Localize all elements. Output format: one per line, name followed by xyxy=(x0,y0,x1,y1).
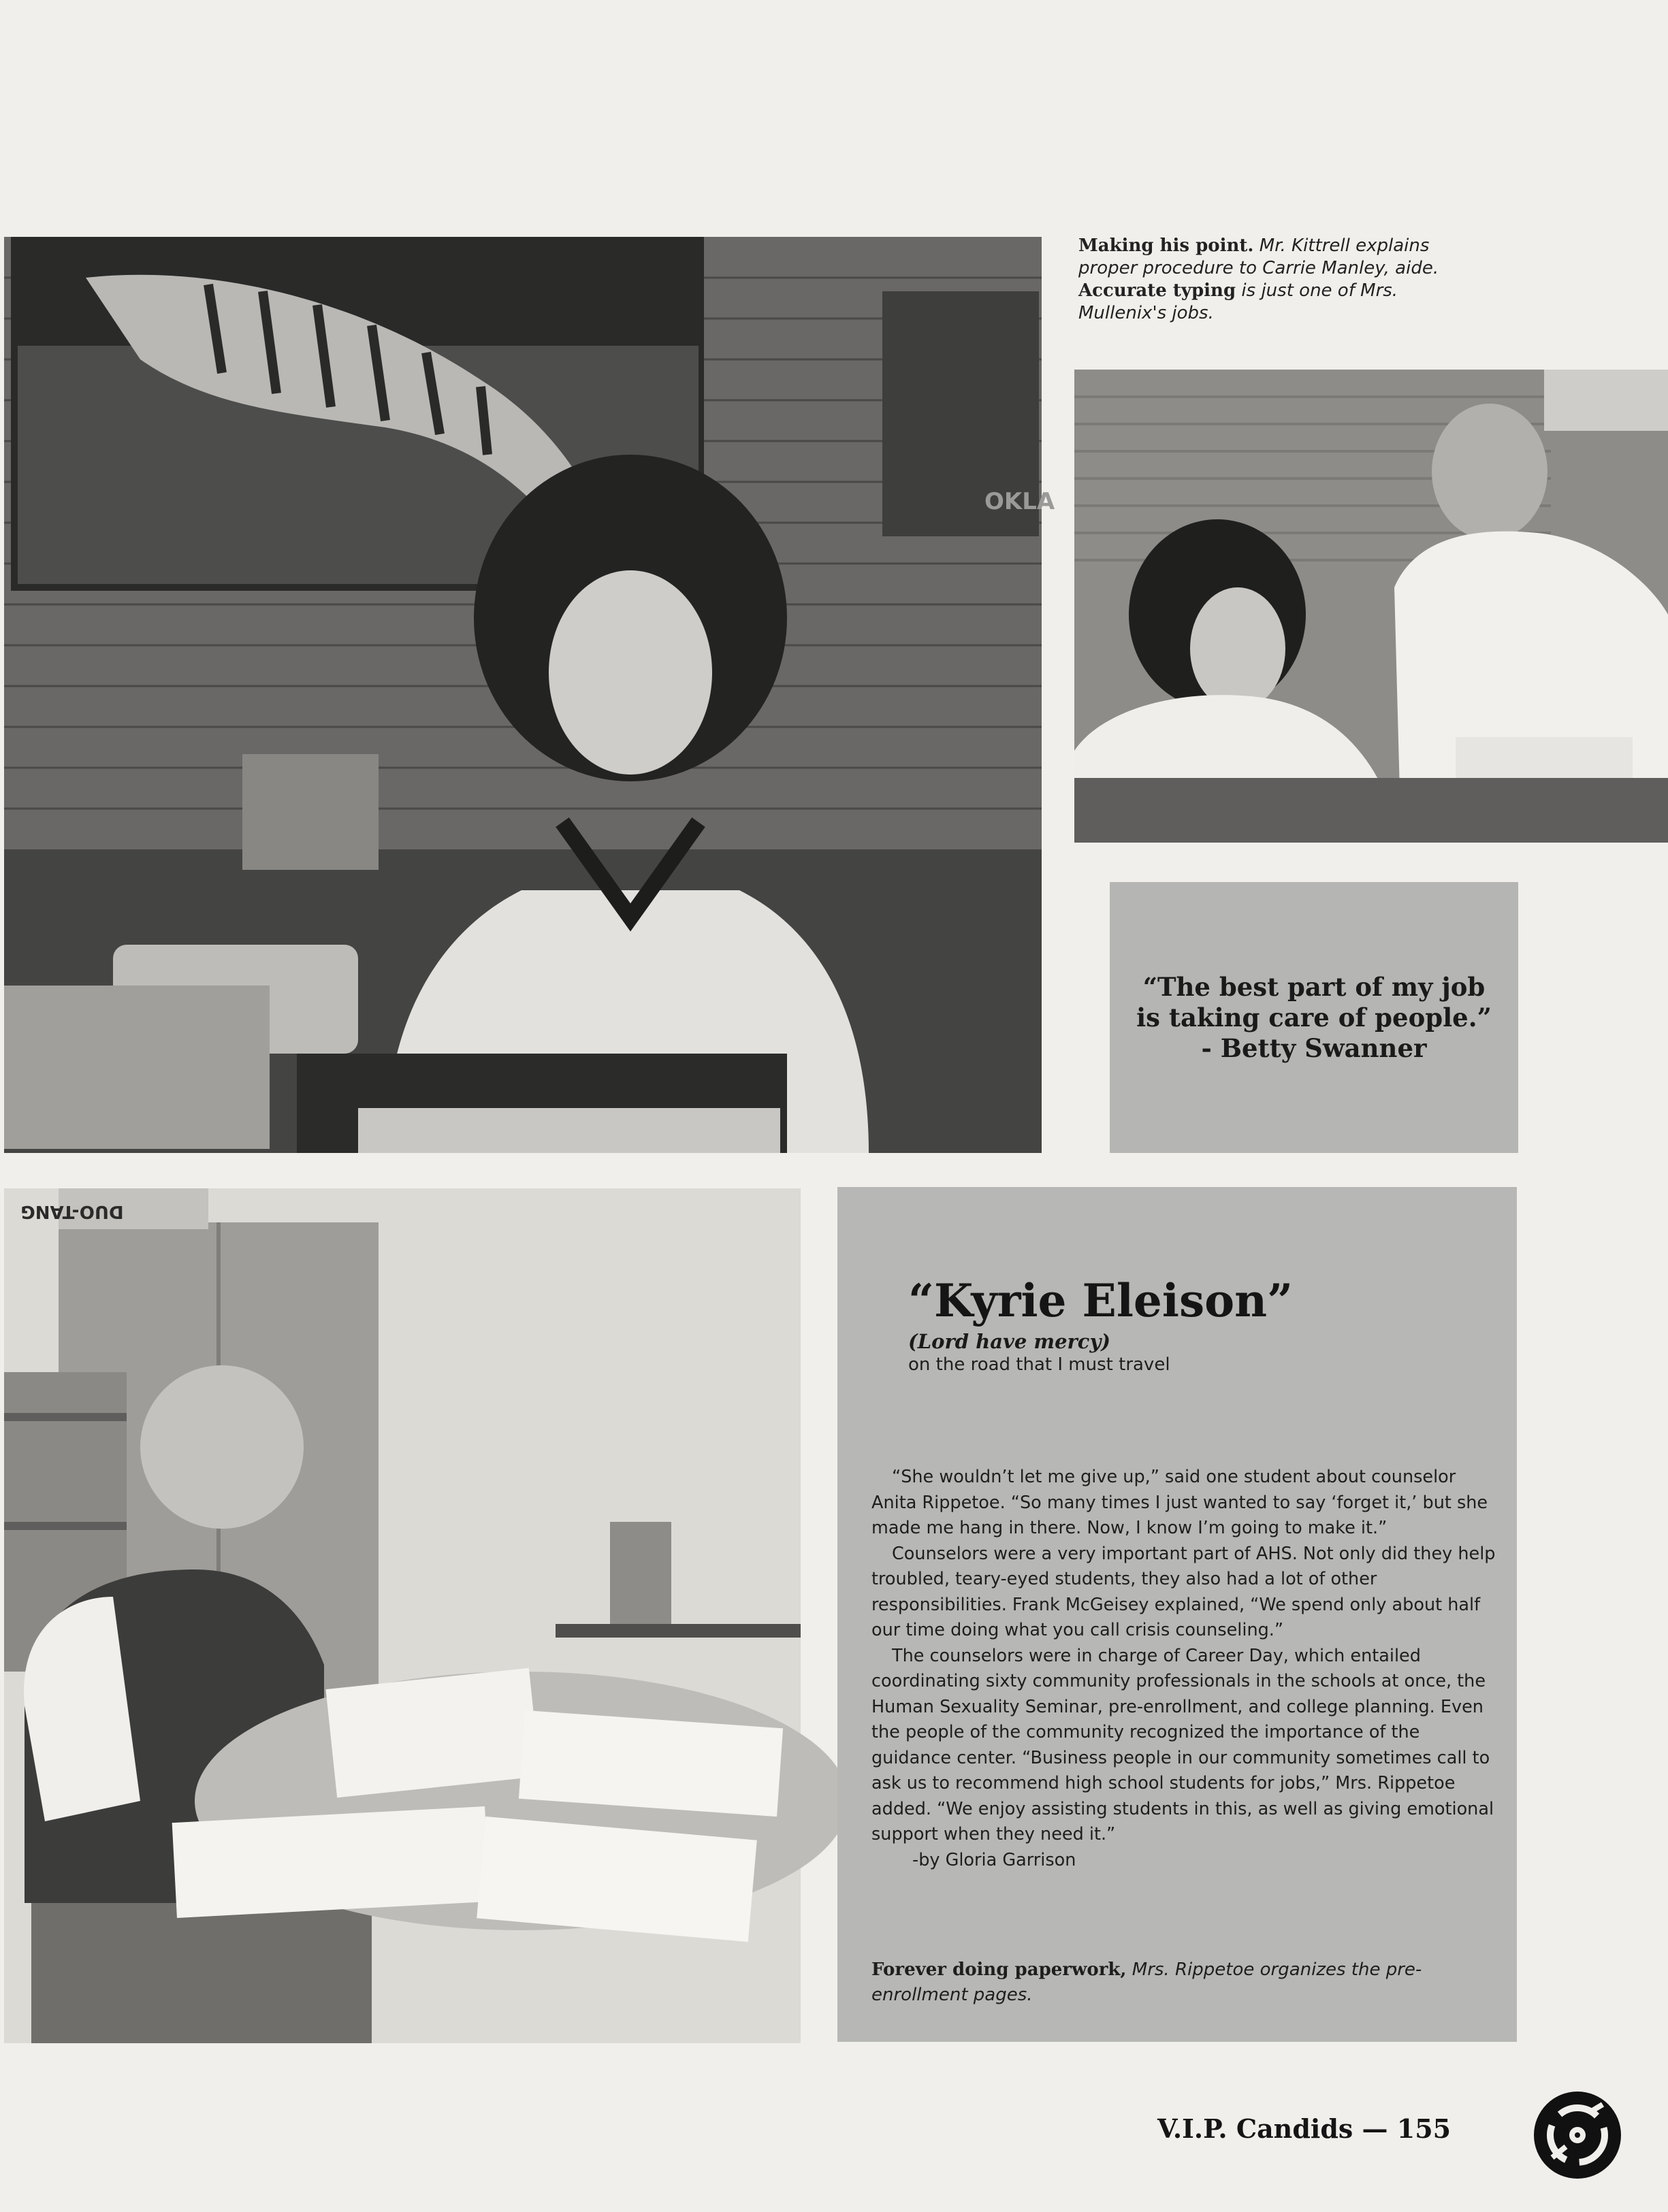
poster-text: OKLA xyxy=(984,488,1055,515)
pull-quote-line-1: “The best part of my job xyxy=(1142,971,1486,1002)
photo-rippetoe-paperwork xyxy=(4,1188,801,2043)
story-paragraph: “She wouldn’t let me give up,” said one student about counselor Anita Rippetoe. “So many times I just wanted to say ‘forget it,’ but she made me hang in there. Now, I know I’m going to make it.” xyxy=(871,1467,1488,1538)
pull-quote-line-2: is taking care of people.” xyxy=(1136,1002,1492,1032)
story-box xyxy=(837,1187,1517,2042)
caption-top-lead-2: Accurate typing xyxy=(1078,280,1236,301)
story-byline: -by Gloria Garrison xyxy=(912,1849,1076,1870)
story-title: “Kyrie Eleison” xyxy=(908,1274,1294,1327)
page-footer xyxy=(1157,2113,1451,2144)
caption-top-lead-1: Making his point. xyxy=(1078,235,1254,256)
footer-page-number: 155 xyxy=(1396,2113,1452,2144)
pull-quote-attribution: - Betty Swanner xyxy=(1201,1032,1427,1063)
caption-top xyxy=(1078,235,1487,325)
footer-section-title: V.I.P. Candids xyxy=(1157,2113,1353,2144)
photo-typist-at-desk xyxy=(4,237,1055,1153)
caption-top-text-2: is just one of Mrs. Mullenix's jobs. xyxy=(1078,280,1398,323)
footer-dash: — xyxy=(1362,2113,1388,2144)
story-body xyxy=(871,1465,1505,1873)
pull-quote-box xyxy=(1110,882,1518,1153)
story-paragraph: The counselors were in charge of Career Day, which entailed coordinating sixty community professionals in the schools at once, the Human Sexuality Seminar, pre-enrollment, and college planning. Even the people of the community recognized the importance of the guidance center. “Business people in our community sometimes call to ask us to recommend high school students for jobs,” Mrs. Rippetoe added. “We enjoy assisting students in this, as well as giving emotional support when they need it.” xyxy=(871,1645,1494,1844)
caption-bottom-text: Mrs. Rippetoe organizes the pre-enrollment pages. xyxy=(871,1959,1422,2005)
caption-bottom-lead: Forever doing paperwork, xyxy=(871,1959,1127,1980)
box-label: DUO-TANG xyxy=(20,1201,124,1222)
photo-kittrell-and-aide xyxy=(1074,370,1668,843)
record-disc-icon xyxy=(1532,2089,1623,2181)
story-subhead: on the road that I must travel xyxy=(908,1354,1170,1375)
caption-top-text-1: Mr. Kittrell explains proper procedure to Carrie Manley, aide. xyxy=(1078,235,1439,278)
caption-bottom xyxy=(871,1957,1484,2008)
story-translation: (Lord have mercy) xyxy=(908,1330,1111,1353)
story-paragraph: Counselors were a very important part of AHS. Not only did they help troubled, teary-eyed students, they also had a lot of other responsibilities. Frank McGeisey explained, “We spend only about half our time doing what you call crisis counseling.” xyxy=(871,1543,1496,1640)
